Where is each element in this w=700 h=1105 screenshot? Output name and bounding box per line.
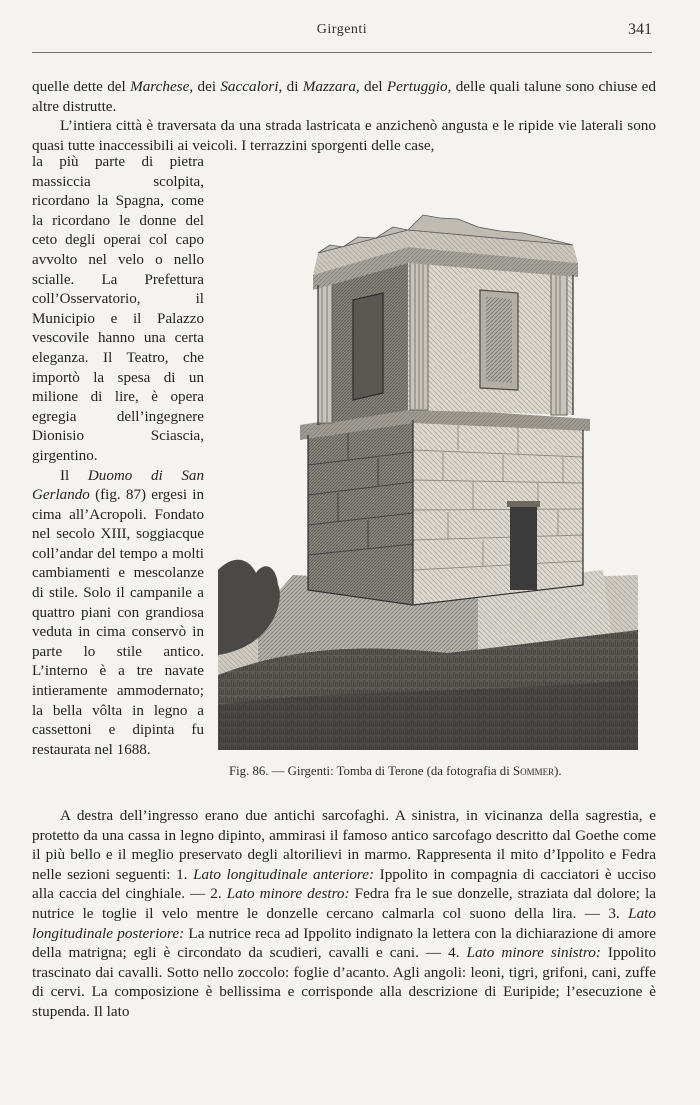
section-label: Lato minore sinistro: [466, 944, 601, 962]
duomo-name: Duomo di San Gerlando [32, 467, 204, 504]
paragraph-gates [32, 77, 656, 116]
text-run: quelle dette del [32, 78, 131, 95]
caption-text: Fig. 86. — Girgenti: Tomba di Terone (da fotografia di [229, 764, 513, 778]
page-number: 341 [628, 21, 652, 38]
section-label: Lato longitudinale posteriore: [32, 904, 656, 942]
caption-photographer: Sommer [512, 764, 555, 778]
text-run: La nutrice reca ad Ippolito indignato la lettera con la dichiarazione di amore della matrigna; egli è circondato da scudieri, cavalli e cani. — 4. [32, 924, 656, 962]
paragraph-duomo [32, 467, 204, 761]
text-run: Il [60, 467, 88, 484]
text-run: Ippolito in compagnia di cacciatori è ucciso alla caccia del cinghiale. — 2. [32, 865, 656, 903]
figure-86 [214, 175, 664, 800]
text-run: (fig. 87) ergesi in cima all’Acropoli. Fondato nel secolo XIII, soggiacque coll’andar del tempo a molti cambiamenti e mescolanze di stile. Solo il campanile a quattro piani con grandiosa veduta in cima conservò in parte lo stile antico. L’interno è a tre navate intieramente ammodernato; la bella vôlta in legno a cassettoni e dipinta fu restaurata nel 1688. [32, 487, 204, 758]
paragraph-sarcophagus [32, 806, 656, 1022]
tomb-illustration [218, 175, 638, 750]
caption-end: ). [554, 764, 562, 778]
gate-name: Pertuggio [386, 78, 448, 95]
gate-name: Marchese [130, 78, 190, 95]
tomb-door [510, 505, 537, 590]
text-run: Ippolito trascinato dai cavalli. Sotto nello zoccolo: foglie d’acanto. Agli angoli: leoni, tigri, grifoni, cani, zuffe di cervi. La composizione è bellissima e corrisponde alla descrizione di Euripide; l’esecuzione è stupenda. Il lato [32, 944, 657, 1020]
paragraph-city: L’intiera città è traversata da una strada lastricata e anzichenò angusta e le ripide vie laterali sono quasi tutte inaccessibili ai veicoli. I terrazzini sporgenti delle case, [32, 117, 656, 154]
top-text-block [32, 77, 656, 155]
text-run: , di [278, 78, 303, 95]
left-text-column [32, 153, 204, 760]
page-header [32, 22, 652, 53]
paragraph-buildings: la più parte di pietra massiccia scolpita, ricordano la Spagna, come la ricordano le donne del ceto degli operai col capo avvolto nel velo o nello scialle. La Prefettura coll’Osservatorio, il Municipio e il Palazzo vescovile hanno una certa eleganza. Il Teatro, che importò la spesa di un milione di lire, è opera egregia dell’ingegnere Dionisio Sciascia, girgentino. [32, 154, 204, 464]
text-run: A destra dell’ingresso erano due antichi sarcofaghi. A sinistra, in vicinanza della sagrestia, e protetto da una cassa in legno dipinto, ammirasi il famoso antico sarcofago descritto dal Goethe come il più bello e il meglio preservato degli altorilievi in marmo. Rappresenta il mito d’Ippolito e Fedra nelle sezioni seguenti: 1. [32, 807, 656, 883]
running-title: Girgenti [316, 22, 368, 37]
text-run: Fedra fra le sue donzelle, straziata dal dolore; la nutrice le toglie il velo mentre le donzelle cercano calmarla col suono della lira. — 3. [32, 885, 657, 922]
gate-name: Saccalori [220, 78, 279, 95]
gate-name: Mazzara [302, 78, 356, 95]
section-label: Lato longitudinale anteriore: [193, 865, 375, 883]
text-run: , del [355, 78, 387, 95]
text-run: , dei [189, 78, 221, 95]
figure-caption [229, 764, 669, 779]
section-label: Lato minore destro: [226, 885, 350, 903]
bottom-text-block [32, 806, 656, 1022]
text-run: , delle quali talune sono chiuse ed altre distrutte. [32, 78, 656, 115]
